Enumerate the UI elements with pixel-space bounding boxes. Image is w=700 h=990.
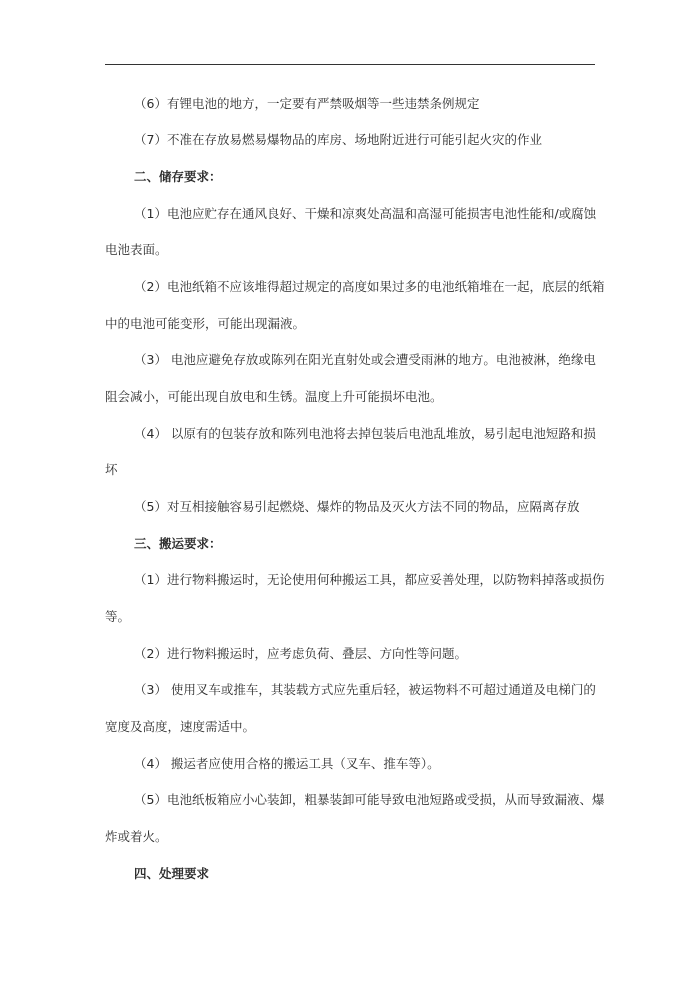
- text-line: 电池表面。: [105, 242, 168, 257]
- text-line: 坏: [105, 462, 118, 477]
- text-line: 中的电池可能变形，可能出现漏液。: [105, 316, 306, 331]
- text-line: （6）有锂电池的地方，一定要有严禁吸烟等一些违禁条例规定: [134, 96, 480, 111]
- header-rule: [105, 64, 595, 65]
- text-line: （7）不准在存放易燃易爆物品的库房、场地附近进行可能引起火灾的作业: [134, 132, 542, 147]
- text-line: （2）电池纸箱不应该堆得超过规定的高度如果过多的电池纸箱堆在一起，底层的纸箱: [134, 279, 605, 294]
- text-line: （1）进行物料搬运时，无论使用何种搬运工具，都应妥善处理，以防物料掉落或损伤: [134, 572, 605, 587]
- text-line: （3） 电池应避免存放或陈列在阳光直射处或会遭受雨淋的地方。电池被淋，绝缘电: [134, 352, 596, 367]
- section-heading: 四、处理要求: [134, 866, 210, 881]
- section-heading: 二、储存要求：: [134, 169, 222, 184]
- text-line: （5）对互相接触容易引起燃烧、爆炸的物品及灭火方法不同的物品，应隔离存放: [134, 499, 580, 514]
- text-line: （2）进行物料搬运时，应考虑负荷、叠层、方向性等问题。: [134, 646, 467, 661]
- text-line: 宽度及高度，速度需适中。: [105, 719, 256, 734]
- text-line: （4） 搬运者应使用合格的搬运工具（叉车、推车等）。: [134, 756, 440, 771]
- text-line: 阻会减小，可能出现自放电和生锈。温度上升可能损坏电池。: [105, 389, 443, 404]
- text-line: （3） 使用叉车或推车，其装载方式应先重后轻，被运物料不可超过通道及电梯门的: [134, 682, 596, 697]
- text-line: 炸或着火。: [105, 829, 168, 844]
- text-line: （5）电池纸板箱应小心装卸，粗暴装卸可能导致电池短路或受损，从而导致漏液、爆: [134, 792, 605, 807]
- text-line: （4） 以原有的包装存放和陈列电池将去掉包装后电池乱堆放，易引起电池短路和损: [134, 426, 596, 441]
- section-heading: 三、搬运要求：: [134, 536, 222, 551]
- text-line: （1）电池应贮存在通风良好、干燥和凉爽处高温和高湿可能损害电池性能和/或腐蚀: [134, 206, 597, 221]
- text-line: 等。: [105, 609, 131, 624]
